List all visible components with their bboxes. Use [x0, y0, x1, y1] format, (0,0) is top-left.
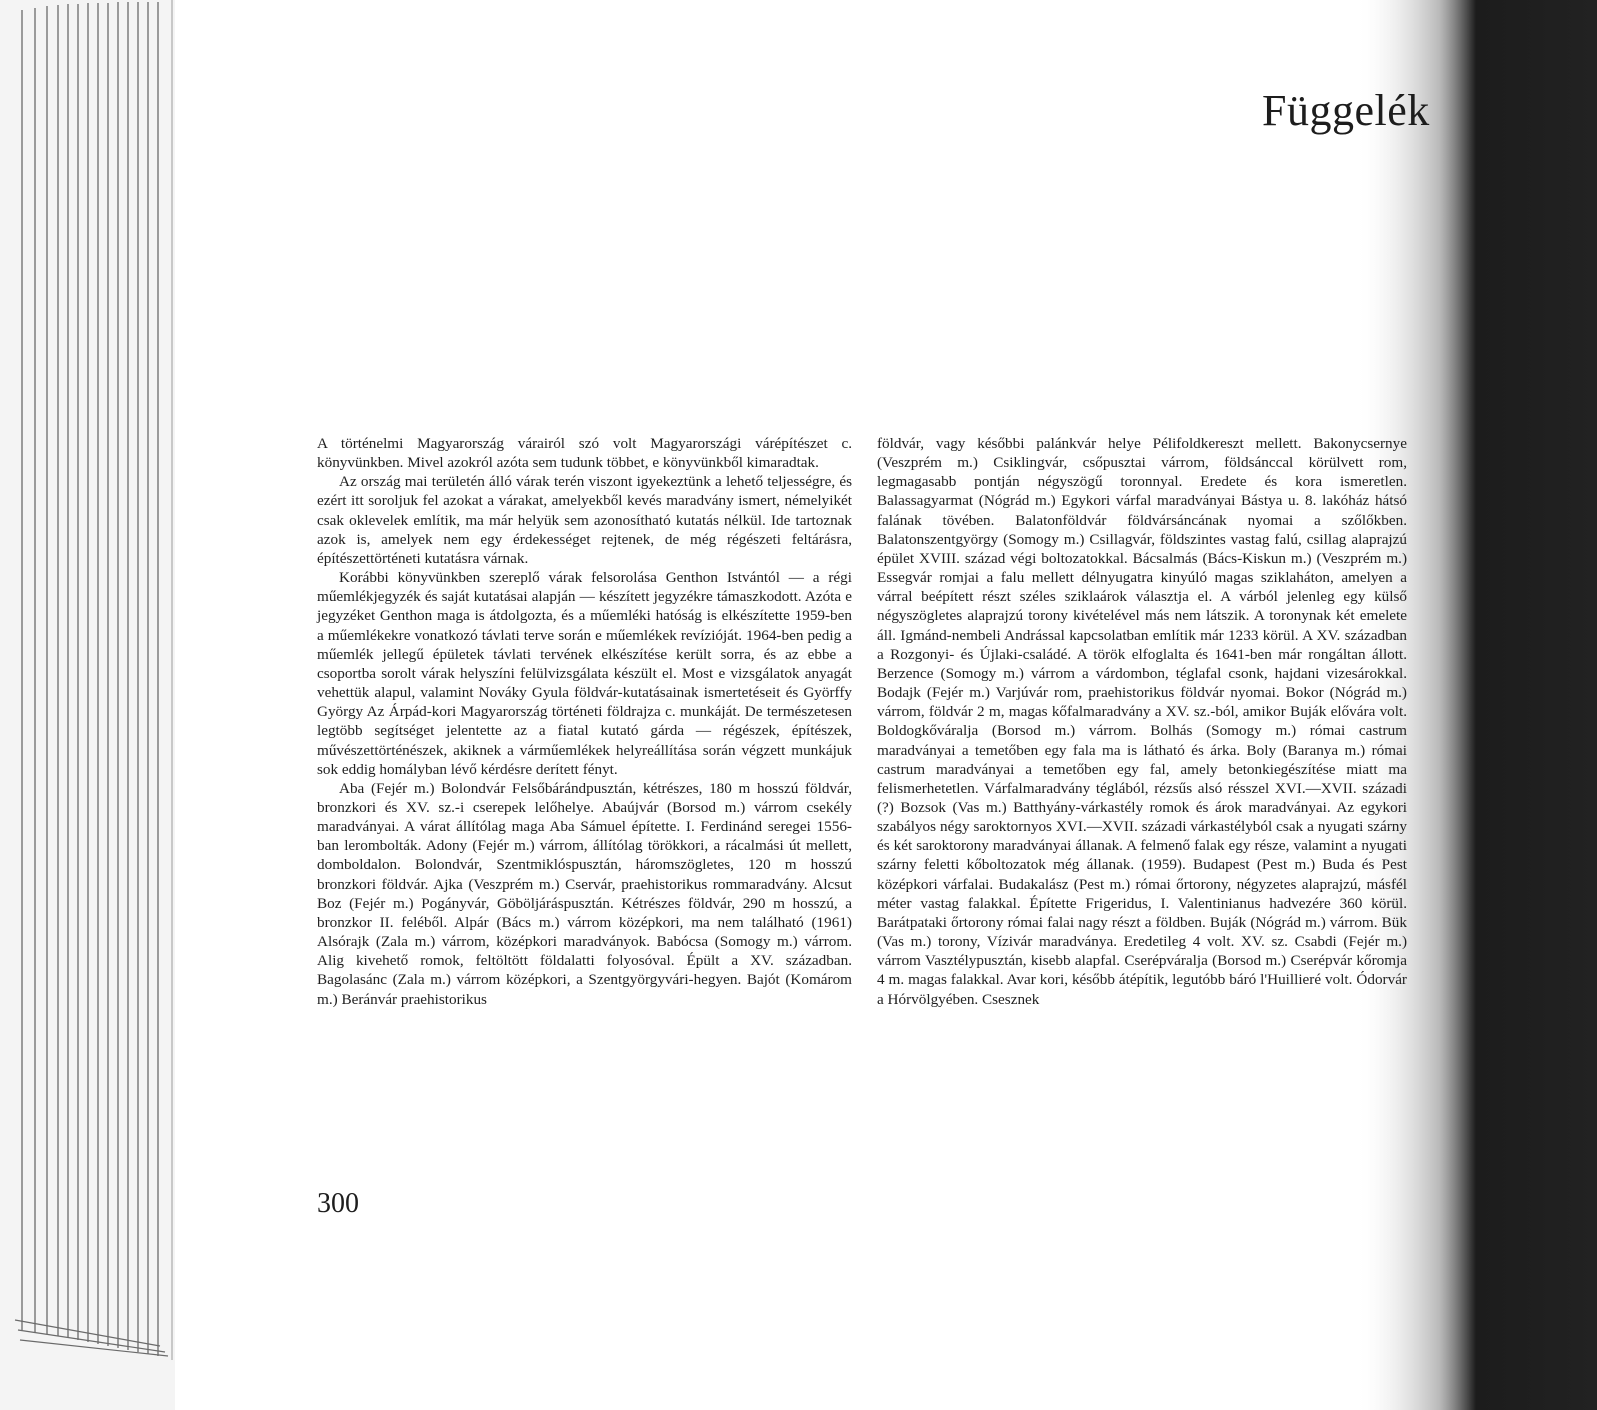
right-text-column [877, 434, 1407, 1174]
left-text-column [317, 434, 852, 1009]
paragraph: földvár, vagy későbbi palánkvár helye Pélifoldkereszt mellett. Bakonycsernye (Veszprém m.) Csiklingvár, csőpusztai várrom, földsánccal körülvett rom, legmagasabb pontján négyszögű toronnyal. Eredete és kora ismeretlen. Balassagyarmat (Nógrád m.) Egykori várfal maradványai Bástya u. 8. lakóház hátsó falának tövében. Balatonföldvár földvársáncának nyomai a szőlőkben. Balatonszentgyörgy (Somogy m.) Csillagvár, földszintes vastag falú, csillag alaprajzú épület XVIII. század végi boltozatokkal. Bácsalmás (Bács-Kiskun m.) (Veszprém m.) Essegvár romjai a falu mellett délnyugatra kinyúló magas sziklaháton, amelyen a várral beépített részt széles sziklaárok választja el. A várból jelenleg egy külső négyszögletes alaprajzú torony kivételével más nem látszik. A toronynak két emelete áll. Igmánd-nembeli Andrással kapcsolatban említik már 1233 körül. A XV. században a Rozgonyi- és Újlaki-családé. A török elfoglalta és 1641-ben már rongáltan állott. Berzence (Somogy m.) várrom a várdombon, téglafal csonk, hajdani vizesárokkal. Bodajk (Fejér m.) Varjúvár rom, praehistorikus földvár nyomai. Bokor (Nógrád m.) várrom, földvár 2 m, magas kőfalmaradvány a XV. sz.-ból, amikor Buják elővára volt. Boldogkőváralja (Borsod m.) várrom. Bolhás (Somogy m.) római castrum maradványai a temetőben egy fala ma is látható és árka. Boly (Baranya m.) római castrum maradványai a temetőben egy fal, amely betonkiegészítése miatt ma felismerhetetlen. Várfalmaradvány téglából, rézsűs alsó résszel XVI.—XVII. századi (?) Bozsok (Vas m.) Batthyány-várkastély romok és árok maradványai. Az egykori szabályos négy saroktornyos XVI.—XVII. századi várkastélyból csak a nyugati szárny és két saroktorony maradványai állanak. A felmenő falak egy része, valamint a nyugati szárny feletti kőboltozatok még állanak. (1959). Budapest (Pest m.) Buda és Pest középkori várfalai. Budakalász (Pest m.) római őrtorony, négyzetes alaprajzú, másfél méter vastag falakkal. Építette Frigeridus, I. Valentinianus hadvezére 360 körül. Barátpataki őrtorony római falai nagy részt a földben. Buják (Nógrád m.) várrom. Bük (Vas m.) torony, Vízivár maradványa. Eredetileg 4 volt. XV. sz. Csabdi (Fejér m.) várrom Vasztélypusztán, kisebb alapfal. Cserépváralja (Borsod m.) Cserépvár kőromja 4 m. magas falakkal. Avar kori, később átépítik, legutóbb báró l'Huillieré volt. Ódorvár a Hórvölgyében. Csesznek [877, 435, 1407, 1008]
paragraph: Aba (Fejér m.) Bolondvár Felsőbárándpusztán, kétrészes, 180 m hosszú földvár, bronzkori és XV. sz.-i cserepek lelőhelye. Abaújvár (Borsod m.) várrom csekély maradványai. A várat állítólag maga Aba Sámuel építette. I. Ferdinánd seregei 1556-ban lerombolták. Adony (Fejér m.) várrom, állítólag törökkori, a rácalmási út mellett, domboldalon. Bolondvár, Szentmiklóspusztán, háromszögletes, 120 m hosszú bronzkori földvár. Ajka (Veszprém m.) Cservár, praehistorikus rommaradvány. Alcsut Boz (Fejér m.) Pogányvár, Göböljáráspusztán. Kétrészes földvár, 290 m hosszú, a bronzkor II. feléből. Alpár (Bács m.) várrom középkori, ma nem található (1961) Alsórajk (Zala m.) várrom, középkori maradványok. Babócsa (Somogy m.) várrom. Alig kivehető romok, feltöltött földalatti folyosóval. Épült a XV. században. Bagolasánc (Zala m.) várrom középkori, a Szentgyörgyvári-hegyen. Bajót (Komárom m.) Beránvár praehistorikus [317, 779, 852, 1008]
paragraph: Az ország mai területén álló várak terén viszont igyekeztünk a lehető teljességre, és ezért itt soroljuk fel azokat a várakat, amelyekből kevés maradvány ismert, némelyikét csak oklevelek említik, ma már helyük sem azonosítható kutatás nélkül. Ide tartoznak azok is, amelyek nem egy érdekességet rejtenek, de még régészeti feltárásra, építészettörténeti kutatásra várnak. [317, 473, 852, 567]
page-number: 300 [317, 1188, 359, 1219]
paragraph: A történelmi Magyarország várairól szó volt Magyarországi várépítészet c. könyvünkben. Mivel azokról azóta sem tudunk többet, e könyvünkből kimaradtak. [317, 435, 852, 472]
paragraph: Korábbi könyvünkben szereplő várak felsorolása Genthon Istvántól — a régi műemlékjegyzék és saját kutatásai alapján — készített jegyzékre támaszkodott. Azóta e jegyzéket Genthon maga is átdolgozta, és a műemléki hatóság is elkészítette 1959-ben a műemlékekre vonatkozó távlati terve során e műemlékek revízióját. 1964-ben pedig a műemlék jellegű épületek távlati tervének elkészítése került sorra, és az ebbe a csoportba sorolt várak helyszíni felülvizsgálata készült el. Most e vizsgálatok anyagát vehettük alapul, valamint Nováky Gyula földvár-kutatásainak ismertetéseit és Györffy György Az Árpád-kori Magyarország történeti földrajza c. munkáját. De természetesen legtöbb segítséget jelentette az a fiatal kutató gárda — régészek, építészek, művészettörténészek, akiknek a várműemlékek helyreállítása során végzett munkájuk sok eddig homályban lévő kérdésre derített fényt. [317, 569, 852, 778]
section-heading: Függelék [1262, 86, 1430, 135]
